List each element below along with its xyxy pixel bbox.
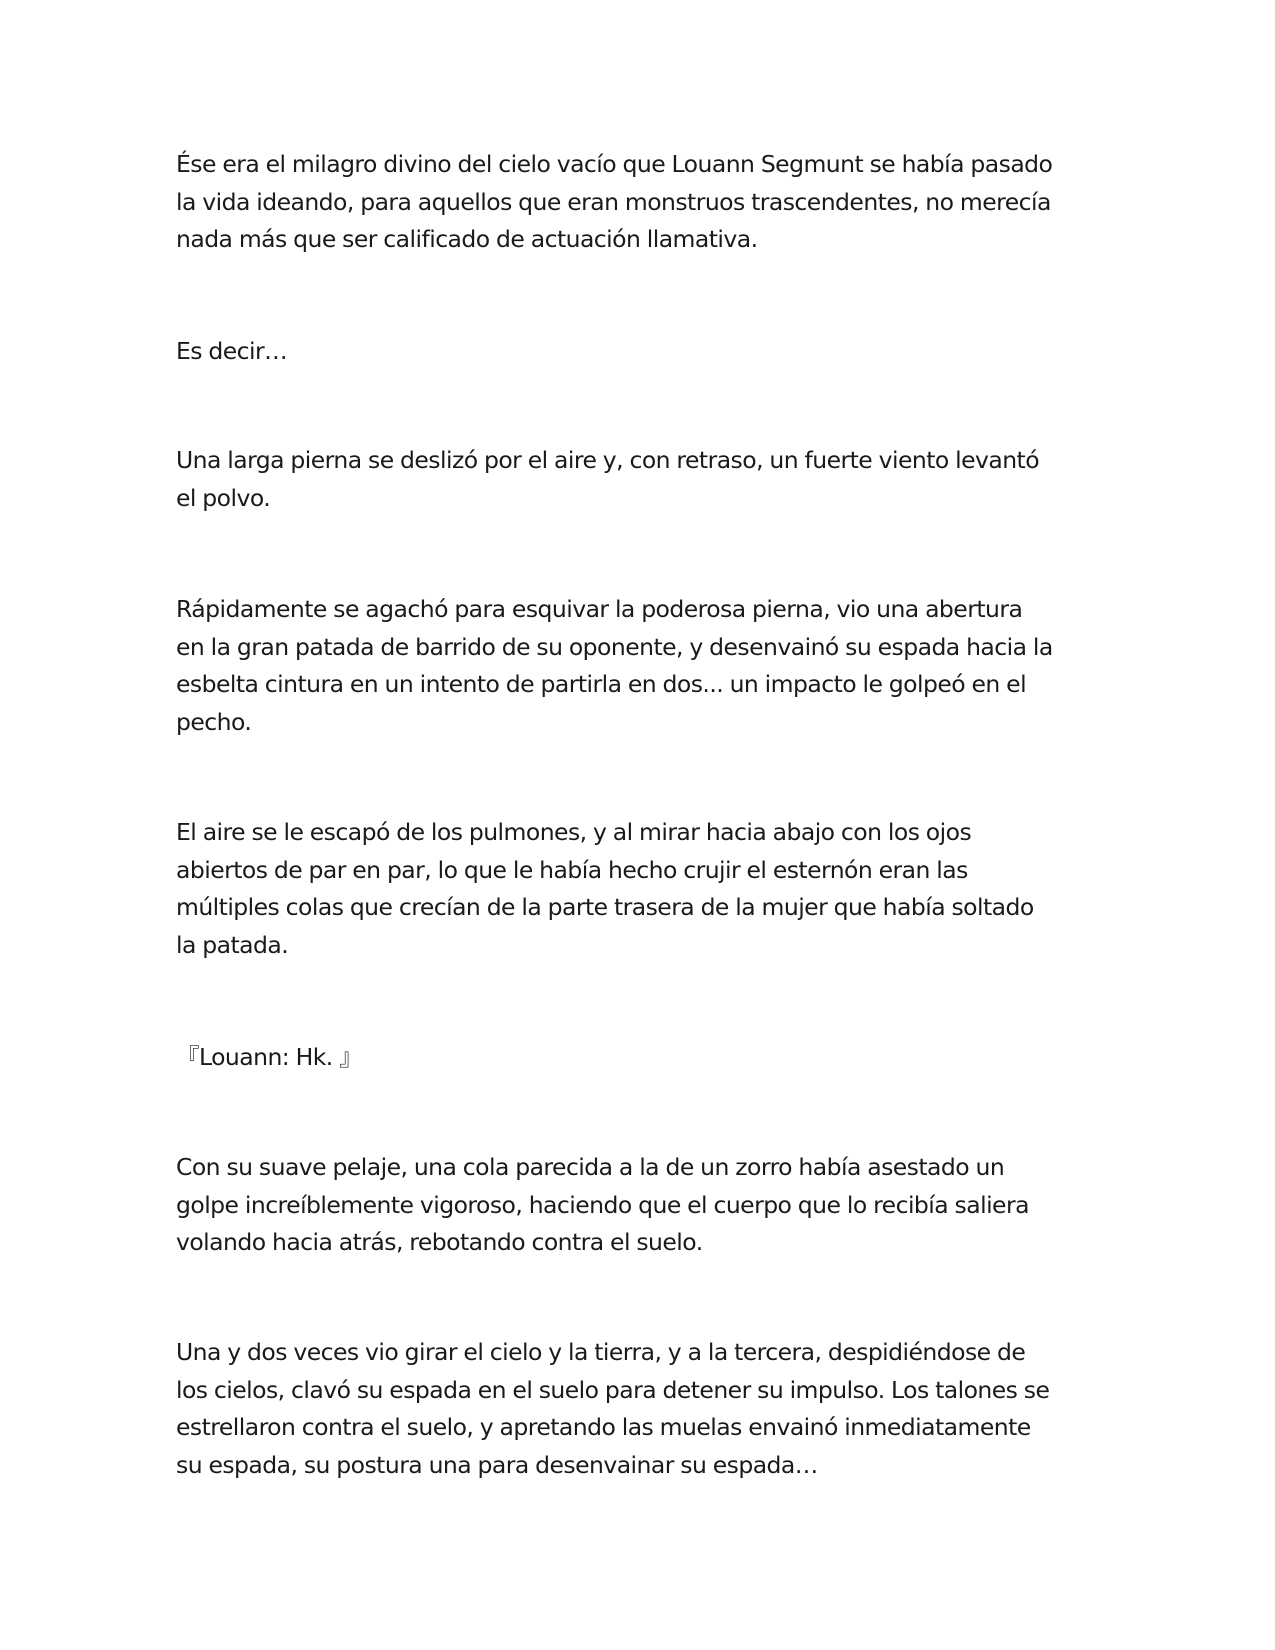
paragraph-esquivar	[176, 591, 1096, 741]
text-line: el polvo.	[176, 483, 271, 512]
text-line: en la gran patada de barrido de su oponente, y desenvainó su espada hacia la	[176, 632, 1053, 661]
text-line: la vida ideando, para aquellos que eran monstruos trascendentes, no merecía	[176, 187, 1051, 216]
paragraph-espada	[176, 1334, 1096, 1484]
text-line: nada más que ser calificado de actuación llamativa.	[176, 225, 758, 253]
text-line: El aire se le escapó de los pulmones, y al mirar hacia abajo con los ojos	[176, 818, 972, 846]
paragraph-colas	[176, 814, 1096, 964]
dialogue-line	[176, 1039, 1096, 1077]
text-line: volando hacia atrás, rebotando contra el suelo.	[176, 1228, 703, 1256]
text-line: Una larga pierna se deslizó por el aire y, con retraso, un fuerte viento levantó	[176, 446, 1040, 474]
text-line: Una y dos veces vio girar el cielo y la tierra, y a la tercera, despidiéndose de	[176, 1338, 1026, 1366]
text-line: pecho.	[176, 707, 252, 736]
text-line: esbelta cintura en un intento de partirla en dos... un impacto le golpeó en el	[176, 670, 1027, 698]
text-line: Ése era el milagro divino del cielo vacío que Louann Segmunt se había pasado	[176, 150, 1053, 178]
paragraph-pierna	[176, 442, 1096, 517]
text-line: 『Louann: Hk. 』	[176, 1043, 363, 1071]
text-line: su espada, su postura una para desenvainar su espada…	[176, 1450, 818, 1479]
text-line: Con su suave pelaje, una cola parecida a la de un zorro había asestado un	[176, 1153, 1005, 1181]
text-line: la patada.	[176, 930, 289, 959]
text-line: múltiples colas que crecían de la parte trasera de la mujer que había soltado	[176, 893, 1034, 921]
paragraph-es-decir	[176, 333, 1096, 371]
paragraph-zorro	[176, 1149, 1096, 1262]
text-line: estrellaron contra el suelo, y apretando las muelas envainó inmediatamente	[176, 1413, 1031, 1441]
text-line: golpe increíblemente vigoroso, haciendo que el cuerpo que lo recibía saliera	[176, 1190, 1029, 1219]
text-line: abiertos de par en par, lo que le había hecho crujir el esternón eran las	[176, 855, 968, 884]
text-line: Rápidamente se agachó para esquivar la poderosa pierna, vio una abertura	[176, 595, 1023, 623]
paragraph-milagro	[176, 146, 1096, 259]
text-line: los cielos, clavó su espada en el suelo para detener su impulso. Los talones se	[176, 1375, 1050, 1404]
text-line: Es decir…	[176, 337, 288, 365]
